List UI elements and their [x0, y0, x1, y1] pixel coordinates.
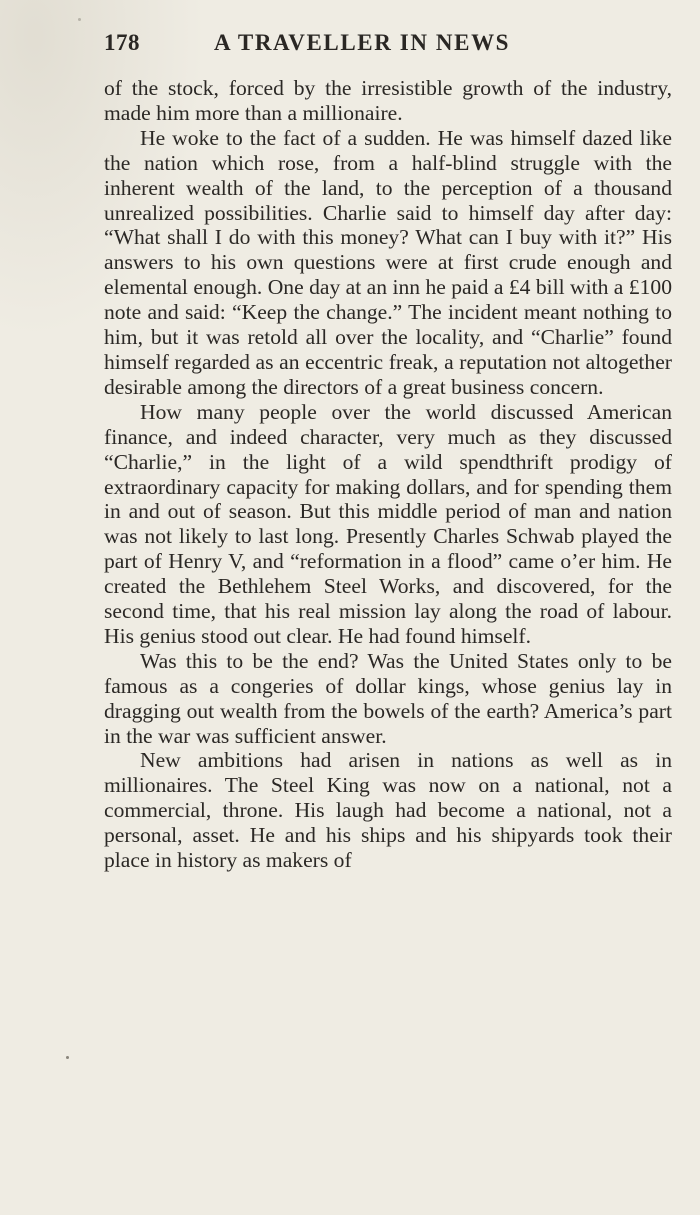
paragraph: He woke to the fact of a sudden. He was himself dazed like the nation which rose, from a half-blind struggle with the inherent wealth of the land, to the perception of a thousand unrealized possibilities. Charlie said to himself day after day: “What shall I do with this money? What can I buy with it?” His answers to his own questions were at first crude enough and elemental enough. One day at an inn he paid a £4 bill with a £100 note and said: “Keep the change.” The incident meant nothing to him, but it was retold all over the locality, and “Charlie” found himself regarded as an eccentric freak, a reputation not altogether desirable among the directors of a great business concern. [104, 125, 672, 399]
running-head [104, 30, 574, 64]
paper-speck [78, 18, 81, 21]
paragraph: Was this to be the end? Was the United States only to be famous as a congeries of dollar kings, whose genius lay in dragging out wealth from the bowels of the earth? America’s part in the war was sufficient answer. [104, 648, 672, 748]
paper-speck [66, 1056, 69, 1059]
paragraph: How many people over the world discussed American finance, and indeed character, very much as they discussed “Charlie,” in the light of a wild spendthrift prodigy of extraordinary capacity for making dollars, and for spending them in and out of season. But this middle period of man and nation was not likely to last long. Presently Charles Schwab played the part of Henry V, and “reformation in a flood” came o’er him. He created the Bethlehem Steel Works, and discovered, for the second time, that his real mission lay along the road of labour. His genius stood out clear. He had found himself. [104, 399, 672, 648]
book-title: A TRAVELLER IN NEWS [214, 30, 511, 55]
body-text [104, 76, 672, 873]
paragraph-continued: of the stock, forced by the irresistible growth of the industry, made him more than a millionaire. [104, 76, 672, 125]
paragraph: New ambitions had arisen in nations as well as in millionaires. The Steel King was now on a national, not a commercial, throne. His laugh had become a national, not a personal, asset. He and his ships and his shipyards took their place in history as makers of [104, 748, 672, 873]
page-number: 178 [104, 30, 140, 55]
